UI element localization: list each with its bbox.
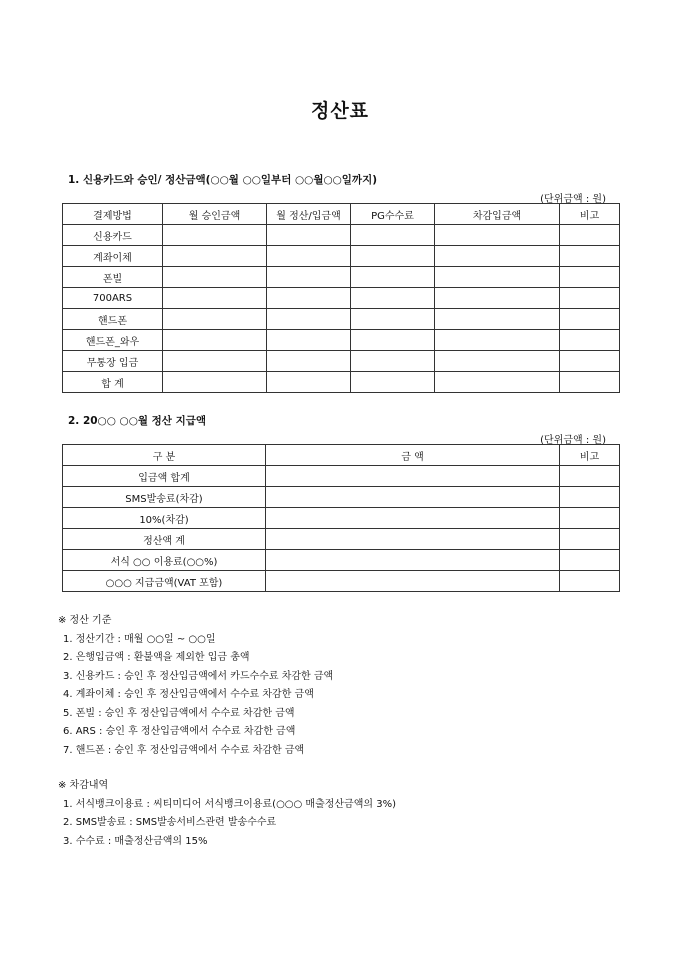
t1-header-cell: 차감입금액: [435, 204, 560, 225]
t1-empty-cell[interactable]: [163, 309, 267, 330]
list-item: 2. SMS발송료 : SMS발송서비스관련 발송수수료: [63, 817, 277, 828]
t1-empty-cell[interactable]: [163, 351, 267, 372]
t2-header-cell: 비고: [560, 445, 620, 466]
table-row: [63, 466, 620, 487]
t1-row-label: 무통장 입금: [63, 351, 163, 372]
t2-empty-cell[interactable]: [266, 529, 560, 550]
table-row: [63, 571, 620, 592]
table-row: [63, 246, 620, 267]
t1-empty-cell[interactable]: [163, 372, 267, 393]
t1-empty-cell[interactable]: [351, 288, 435, 309]
list-item: 3. 신용카드 : 승인 후 정산입금액에서 카드수수료 차감한 금액: [63, 670, 334, 682]
table-row: [63, 351, 620, 372]
t1-header-cell: 결제방법: [63, 204, 163, 225]
t1-empty-cell[interactable]: [351, 372, 435, 393]
t1-row-label: 신용카드: [63, 225, 163, 246]
t1-empty-cell[interactable]: [351, 351, 435, 372]
table-row: [63, 225, 620, 246]
t1-empty-cell[interactable]: [267, 267, 351, 288]
t1-row-label: 핸드폰: [63, 309, 163, 330]
t2-empty-cell[interactable]: [560, 550, 620, 571]
t1-empty-cell[interactable]: [435, 330, 560, 351]
t1-empty-cell[interactable]: [560, 309, 620, 330]
table-row: [63, 487, 620, 508]
t1-header-cell: 월 정산/입금액: [267, 204, 351, 225]
section2-heading: 2. 20○○ ○○월 정산 지급액: [68, 415, 207, 427]
deduction-details: [58, 777, 396, 851]
t1-empty-cell[interactable]: [560, 267, 620, 288]
t1-empty-cell[interactable]: [435, 267, 560, 288]
payout-table: [62, 444, 620, 592]
t2-empty-cell[interactable]: [266, 508, 560, 529]
t1-empty-cell[interactable]: [435, 309, 560, 330]
t2-empty-cell[interactable]: [560, 487, 620, 508]
section1-heading: 1. 신용카드와 승인/ 정산금액(○○월 ○○일부터 ○○월○○일까지): [68, 174, 378, 186]
t2-row-label: 10%(차감): [63, 508, 266, 529]
t2-empty-cell[interactable]: [560, 466, 620, 487]
t2-empty-cell[interactable]: [266, 487, 560, 508]
t2-row-label: SMS발송료(차감): [63, 487, 266, 508]
t1-empty-cell[interactable]: [560, 330, 620, 351]
table-row: [63, 550, 620, 571]
t1-empty-cell[interactable]: [163, 330, 267, 351]
t1-empty-cell[interactable]: [267, 246, 351, 267]
t1-empty-cell[interactable]: [560, 225, 620, 246]
t1-row-label: 합 계: [63, 372, 163, 393]
list-item: 6. ARS : 승인 후 정산입금액에서 수수료 차감한 금액: [63, 726, 296, 737]
t1-empty-cell[interactable]: [267, 372, 351, 393]
t1-empty-cell[interactable]: [351, 309, 435, 330]
t2-empty-cell[interactable]: [266, 550, 560, 571]
t1-row-label: 핸드폰_와우: [63, 330, 163, 351]
table-row: [63, 309, 620, 330]
t2-header-cell: 구 분: [63, 445, 266, 466]
t2-empty-cell[interactable]: [266, 466, 560, 487]
t1-empty-cell[interactable]: [435, 351, 560, 372]
t1-empty-cell[interactable]: [560, 288, 620, 309]
t1-empty-cell[interactable]: [351, 225, 435, 246]
t1-empty-cell[interactable]: [267, 309, 351, 330]
t2-empty-cell[interactable]: [560, 508, 620, 529]
criteria-heading: ※ 정산 기준: [58, 615, 112, 626]
t1-empty-cell[interactable]: [267, 330, 351, 351]
document-title: 정산표: [310, 100, 370, 122]
t1-empty-cell[interactable]: [560, 372, 620, 393]
list-item: 2. 은행입금액 : 환불액을 제외한 입금 총액: [63, 652, 250, 663]
t1-header-row: [63, 204, 620, 225]
list-item: 5. 폰빌 : 승인 후 정산입금액에서 수수료 차감한 금액: [63, 707, 295, 719]
table-row: [63, 267, 620, 288]
t1-empty-cell[interactable]: [560, 351, 620, 372]
t2-header-row: [63, 445, 620, 466]
t1-empty-cell[interactable]: [435, 288, 560, 309]
table-row: [63, 288, 620, 309]
t1-row-label: 폰빌: [63, 267, 163, 288]
list-item: 7. 핸드폰 : 승인 후 정산입금액에서 수수료 차감한 금액: [63, 744, 305, 756]
t1-empty-cell[interactable]: [163, 246, 267, 267]
t1-empty-cell[interactable]: [435, 225, 560, 246]
list-item: 3. 수수료 : 매출정산금액의 15%: [63, 835, 208, 847]
t2-header-cell: 금 액: [266, 445, 560, 466]
t2-row-label: 입금액 합계: [63, 466, 266, 487]
t2-row-label: 서식 ○○ 이용료(○○%): [63, 550, 266, 571]
t2-empty-cell[interactable]: [266, 571, 560, 592]
section2-unit-note: (단위금액 : 원): [540, 435, 606, 446]
t1-empty-cell[interactable]: [351, 330, 435, 351]
t1-row-label: 700ARS: [63, 288, 163, 309]
t2-row-label: ○○○ 지급금액(VAT 포함): [63, 571, 266, 592]
t2-empty-cell[interactable]: [560, 571, 620, 592]
list-item: 1. 정산기간 : 매월 ○○일 ~ ○○일: [63, 633, 216, 645]
list-item: 1. 서식뱅크이용료 : 씨티미디어 서식뱅크이용료(○○○ 매출정산금액의 3%): [63, 798, 396, 810]
t1-empty-cell[interactable]: [163, 225, 267, 246]
t1-header-cell: 월 승인금액: [163, 204, 267, 225]
t1-empty-cell[interactable]: [267, 351, 351, 372]
t1-header-cell: 비고: [560, 204, 620, 225]
t1-empty-cell[interactable]: [351, 246, 435, 267]
section1-unit-note: (단위금액 : 원): [540, 194, 606, 205]
settlement-criteria: [58, 612, 333, 760]
t1-empty-cell[interactable]: [267, 288, 351, 309]
t1-empty-cell[interactable]: [351, 267, 435, 288]
t1-empty-cell[interactable]: [163, 267, 267, 288]
list-item: 4. 계좌이체 : 승인 후 정산입금액에서 수수료 차감한 금액: [63, 689, 314, 700]
t1-empty-cell[interactable]: [163, 288, 267, 309]
t2-empty-cell[interactable]: [560, 529, 620, 550]
t2-row-label: 정산액 계: [63, 529, 266, 550]
t1-empty-cell[interactable]: [560, 246, 620, 267]
t1-empty-cell[interactable]: [435, 246, 560, 267]
table-row: [63, 508, 620, 529]
table-row: [63, 330, 620, 351]
t1-empty-cell[interactable]: [435, 372, 560, 393]
table-row: [63, 529, 620, 550]
t1-row-label: 계좌이체: [63, 246, 163, 267]
t1-header-cell: PG수수료: [351, 204, 435, 225]
deduction-heading: ※ 차감내역: [58, 780, 109, 791]
settlement-table: [62, 203, 620, 393]
table-row: [63, 372, 620, 393]
t1-empty-cell[interactable]: [267, 225, 351, 246]
